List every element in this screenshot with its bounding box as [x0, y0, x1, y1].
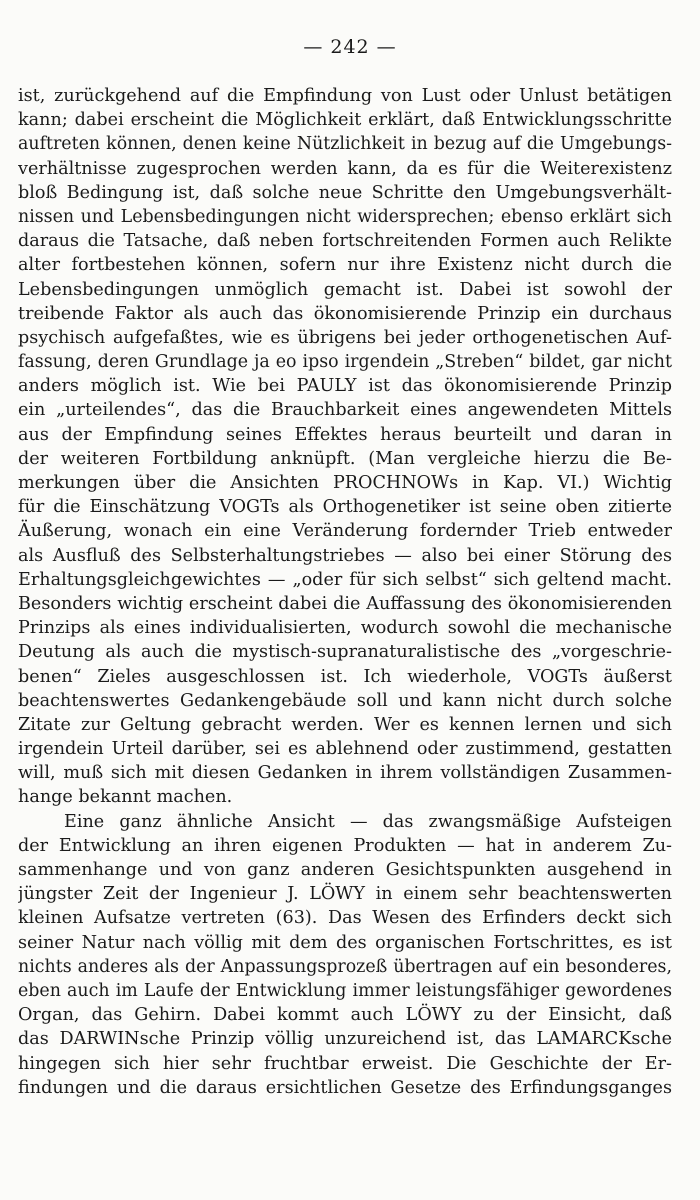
text-line: nichts anderes als der Anpassungsprozeß übertragen auf ein besonderes, [18, 956, 672, 977]
text-line: das DARWINsche Prinzip völlig unzureichend ist, das LAMARCKsche [18, 1029, 672, 1050]
text-line: als Ausfluß des Selbsterhaltungstriebes — also bei einer Störung des [18, 545, 672, 566]
text-line: ein „urteilendes“, das die Brauchbarkeit eines angewendeten Mittels [18, 400, 672, 421]
text-line: kleinen Aufsatze vertreten (63). Das Wesen des Erfinders deckt sich [18, 908, 672, 929]
body-text [18, 84, 672, 1100]
text-line: für die Einschätzung VOGTs als Orthogenetiker ist seine oben zitierte [18, 497, 672, 518]
text-line: eben auch im Laufe der Entwicklung immer leistungsfähiger gewordenes [18, 980, 672, 1001]
text-line: Zitate zur Geltung gebracht werden. Wer es kennen lernen und sich [18, 714, 672, 735]
text-line: Organ, das Gehirn. Dabei kommt auch LÖWY zu der Einsicht, daß [18, 1005, 672, 1026]
text-line: Prinzips als eines individualisierten, wodurch sowohl die mechanische [18, 618, 672, 639]
text-line: der Entwicklung an ihren eigenen Produkten — hat in anderem Zu- [18, 835, 672, 856]
text-line: findungen und die daraus ersichtlichen Gesetze des Erfindungsganges [18, 1077, 672, 1098]
text-line: sammenhange und von ganz anderen Gesichtspunkten ausgehend in [18, 860, 672, 880]
text-line: beachtenswertes Gedankengebäude soll und kann nicht durch solche [18, 690, 672, 711]
text-line: der weiteren Fortbildung anknüpft. (Man vergleiche hierzu die Be- [18, 448, 672, 469]
text-line: Äußerung, wonach ein eine Veränderung fordernder Trieb entweder [18, 521, 672, 542]
text-line: aus der Empfindung seines Effektes heraus beurteilt und daran in [18, 424, 672, 445]
text-line: fassung, deren Grundlage ja eo ipso irgendein „Streben“ bildet, gar nicht [18, 352, 672, 373]
text-line: jüngster Zeit der Ingenieur J. LÖWY in einem sehr beachtenswerten [18, 884, 672, 905]
text-line: daraus die Tatsache, daß neben fortschreitenden Formen auch Relikte [18, 231, 672, 252]
text-line: irgendein Urteil darüber, sei es ablehnend oder zustimmend, gestatten [18, 739, 672, 760]
text-line: verhältnisse zugesprochen werden kann, da es für die Weiterexistenz [18, 158, 672, 179]
text-line: Erhaltungsgleichgewichtes — „oder für sich selbst“ sich geltend macht. [18, 569, 672, 590]
text-line: hange bekannt machen. [18, 787, 233, 808]
text-line: Besonders wichtig erscheint dabei die Auffassung des ökonomisierenden [18, 593, 672, 614]
page-number: — 242 — [303, 36, 397, 58]
text-line: benen“ Zieles ausgeschlossen ist. Ich wiederhole, VOGTs äußerst [18, 666, 672, 687]
text-line: seiner Natur nach völlig mit dem des organischen Fortschrittes, es ist [18, 932, 672, 953]
text-line: psychisch aufgefaßtes, wie es übrigens bei jeder orthogenetischen Auf- [18, 327, 672, 348]
text-line: nissen und Lebensbedingungen nicht widersprechen; ebenso erklärt sich [18, 206, 672, 227]
text-line: kann; dabei erscheint die Möglichkeit erklärt, daß Entwicklungsschritte [18, 110, 672, 131]
text-line: auftreten können, denen keine Nützlichkeit in bezug auf die Umgebungs- [18, 134, 672, 155]
text-line: bloß Bedingung ist, daß solche neue Schritte den Umgebungsverhält- [18, 182, 672, 203]
text-line: hingegen sich hier sehr fruchtbar erweist. Die Geschichte der Er- [18, 1053, 672, 1074]
text-line: will, muß sich mit diesen Gedanken in ihrem vollständigen Zusammen- [18, 763, 672, 784]
text-line: Eine ganz ähnliche Ansicht — das zwangsmäßige Aufsteigen [64, 811, 672, 832]
text-line: alter fortbestehen können, sofern nur ihre Existenz nicht durch die [18, 255, 672, 276]
text-line: Lebensbedingungen unmöglich gemacht ist. Dabei ist sowohl der [18, 279, 672, 300]
text-line: ist, zurückgehend auf die Empfindung von Lust oder Unlust betätigen [18, 86, 672, 106]
text-line: Deutung als auch die mystisch-supranaturalistische des „vorgeschrie- [18, 642, 672, 663]
text-line: merkungen über die Ansichten PROCHNOWs in Kap. VI.) Wichtig [18, 473, 672, 493]
text-line: treibende Faktor als auch das ökonomisierende Prinzip ein durchaus [18, 303, 672, 324]
text-line: anders möglich ist. Wie bei PAULY ist das ökonomisierende Prinzip [18, 376, 672, 397]
